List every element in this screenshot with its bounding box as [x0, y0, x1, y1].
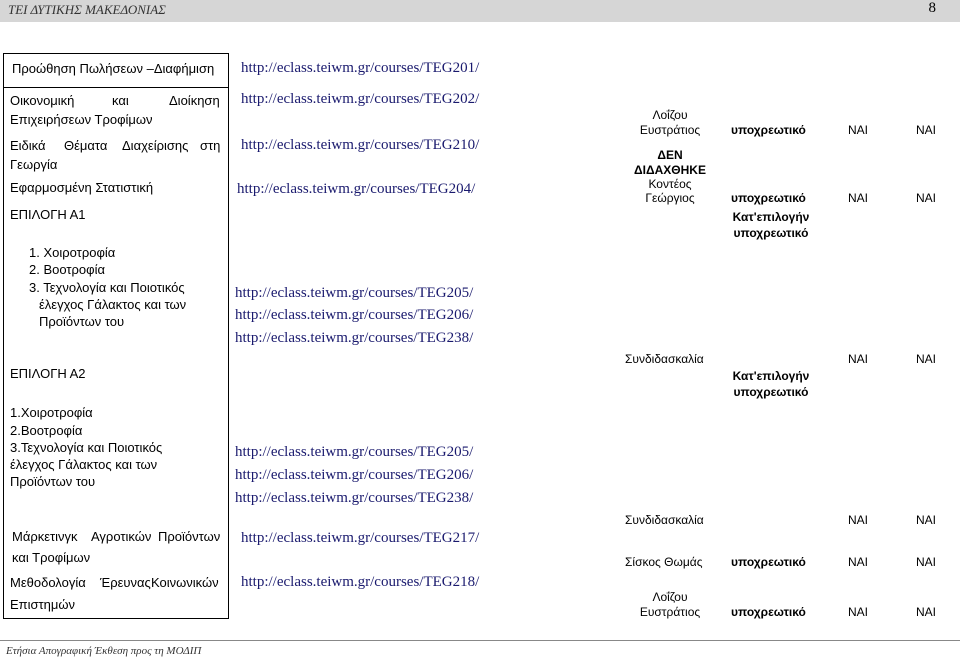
- course-name-part: Προϊόντων: [158, 529, 221, 544]
- flag-value: ΝΑΙ: [916, 191, 937, 205]
- flag-value: ΝΑΙ: [916, 605, 937, 619]
- teacher-name: Ευστράτιος: [639, 605, 701, 619]
- teacher-name: Κοντέος: [648, 177, 692, 191]
- list-item: 3. Τεχνολογία και Ποιοτικός: [29, 280, 185, 295]
- teacher-name: Λοΐζου: [652, 108, 688, 122]
- course-link[interactable]: http://eclass.teiwm.gr/courses/TEG202/: [241, 91, 480, 107]
- course-name-part: Μάρκετινγκ: [12, 529, 78, 544]
- group-title: ΕΠΙΛΟΓΗ Α2: [10, 366, 86, 381]
- course-name-part: Θέματα: [64, 138, 108, 153]
- course-name-part: Ειδικά: [10, 138, 46, 153]
- course-link[interactable]: http://eclass.teiwm.gr/courses/TEG218/: [241, 574, 480, 590]
- course-status: υποχρεωτικό: [733, 226, 809, 240]
- table-border-left: [3, 53, 4, 619]
- course-name-part: και: [112, 93, 129, 108]
- header-title: ΤΕΙ ΔΥΤΙΚΗΣ ΜΑΚΕΔΟΝΙΑΣ: [8, 2, 166, 17]
- flag-value: ΝΑΙ: [848, 605, 869, 619]
- teacher-name: Γεώργιος: [645, 191, 695, 205]
- column-divider: [228, 53, 229, 619]
- course-name-part: Διοίκηση: [169, 93, 220, 108]
- flag-value: ΝΑΙ: [848, 352, 869, 366]
- flag-value: ΝΑΙ: [848, 123, 869, 137]
- list-item: 2. Βοοτροφία: [29, 262, 105, 277]
- course-status: υποχρεωτικό: [733, 385, 809, 399]
- footer-divider: [0, 640, 960, 641]
- teacher-name: Συνδιδασκαλία: [625, 352, 704, 366]
- flag-value: ΝΑΙ: [916, 352, 937, 366]
- course-link[interactable]: http://eclass.teiwm.gr/courses/TEG238/: [235, 330, 474, 346]
- list-item: έλεγχος Γάλακτος και των: [39, 297, 187, 312]
- course-name-part: Γεωργία: [10, 157, 58, 172]
- teacher-name: Συνδιδασκαλία: [625, 513, 704, 527]
- list-item: έλεγχος Γάλακτος και των: [10, 457, 158, 472]
- course-link[interactable]: http://eclass.teiwm.gr/courses/TEG205/: [235, 285, 474, 301]
- course-link[interactable]: http://eclass.teiwm.gr/courses/TEG206/: [235, 467, 474, 483]
- course-name-part: Έρευνας: [100, 575, 151, 590]
- flag-value: ΝΑΙ: [848, 555, 869, 569]
- teacher-name: Ευστράτιος: [639, 123, 701, 137]
- flag-value: ΝΑΙ: [916, 555, 937, 569]
- course-status: υποχρεωτικό: [731, 555, 806, 569]
- course-name-part: Κοινωνικών: [151, 575, 219, 590]
- page-footer: Ετήσια Απογραφική Έκθεση προς τη ΜΟΔΙΠ: [6, 645, 202, 657]
- course-link[interactable]: http://eclass.teiwm.gr/courses/TEG217/: [241, 530, 480, 546]
- list-item: Προϊόντων του: [10, 474, 96, 489]
- course-name-part: Διαχείρισης: [122, 138, 189, 153]
- teacher-name: Λοΐζου: [652, 590, 688, 604]
- list-item: 1. Χοιροτροφία: [29, 245, 116, 260]
- course-status: Κατ'επιλογήν: [732, 369, 810, 383]
- course-link[interactable]: http://eclass.teiwm.gr/courses/TEG204/: [237, 181, 476, 197]
- flag-value: ΝΑΙ: [916, 123, 937, 137]
- row-divider: [3, 87, 229, 88]
- teacher-name: Σίσκος Θωμάς: [625, 555, 703, 569]
- table-border-bottom: [3, 618, 229, 619]
- list-item: 3.Τεχνολογία και Ποιοτικός: [10, 440, 163, 455]
- course-name: Εφαρμοσμένη Στατιστική: [10, 180, 154, 195]
- course-name-part: Επιχειρήσεων Τροφίμων: [10, 112, 153, 127]
- course-status: υποχρεωτικό: [731, 605, 806, 619]
- course-status: υποχρεωτικό: [731, 191, 806, 205]
- table-border-top: [3, 53, 229, 54]
- page-number: 8: [928, 0, 936, 16]
- course-status: Κατ'επιλογήν: [732, 210, 810, 224]
- page-header: [0, 0, 960, 22]
- course-link[interactable]: http://eclass.teiwm.gr/courses/TEG206/: [235, 307, 474, 323]
- course-name-part: Οικονομική: [10, 93, 75, 108]
- course-status: υποχρεωτικό: [731, 123, 806, 137]
- teacher-name: ΔΕΝ: [657, 148, 683, 162]
- list-item: 2.Βοοτροφία: [10, 423, 83, 438]
- list-item: 1.Χοιροτροφία: [10, 405, 93, 420]
- course-link[interactable]: http://eclass.teiwm.gr/courses/TEG201/: [241, 60, 480, 76]
- flag-value: ΝΑΙ: [848, 191, 869, 205]
- course-name: Προώθηση Πωλήσεων –Διαφήμιση: [12, 61, 215, 76]
- teacher-name: ΔΙΔΑΧΘΗΚΕ: [634, 163, 706, 177]
- list-item: Προϊόντων του: [39, 314, 125, 329]
- flag-value: ΝΑΙ: [916, 513, 937, 527]
- course-name-part: στη: [200, 138, 221, 153]
- course-name-part: Μεθοδολογία: [10, 575, 86, 590]
- course-name-part: και Τροφίμων: [12, 550, 91, 565]
- group-title: ΕΠΙΛΟΓΗ Α1: [10, 207, 86, 222]
- course-link[interactable]: http://eclass.teiwm.gr/courses/TEG238/: [235, 490, 474, 506]
- course-name-part: Επιστημών: [10, 597, 76, 612]
- course-name-part: Αγροτικών: [91, 529, 152, 544]
- course-link[interactable]: http://eclass.teiwm.gr/courses/TEG210/: [241, 137, 480, 153]
- course-link[interactable]: http://eclass.teiwm.gr/courses/TEG205/: [235, 444, 474, 460]
- flag-value: ΝΑΙ: [848, 513, 869, 527]
